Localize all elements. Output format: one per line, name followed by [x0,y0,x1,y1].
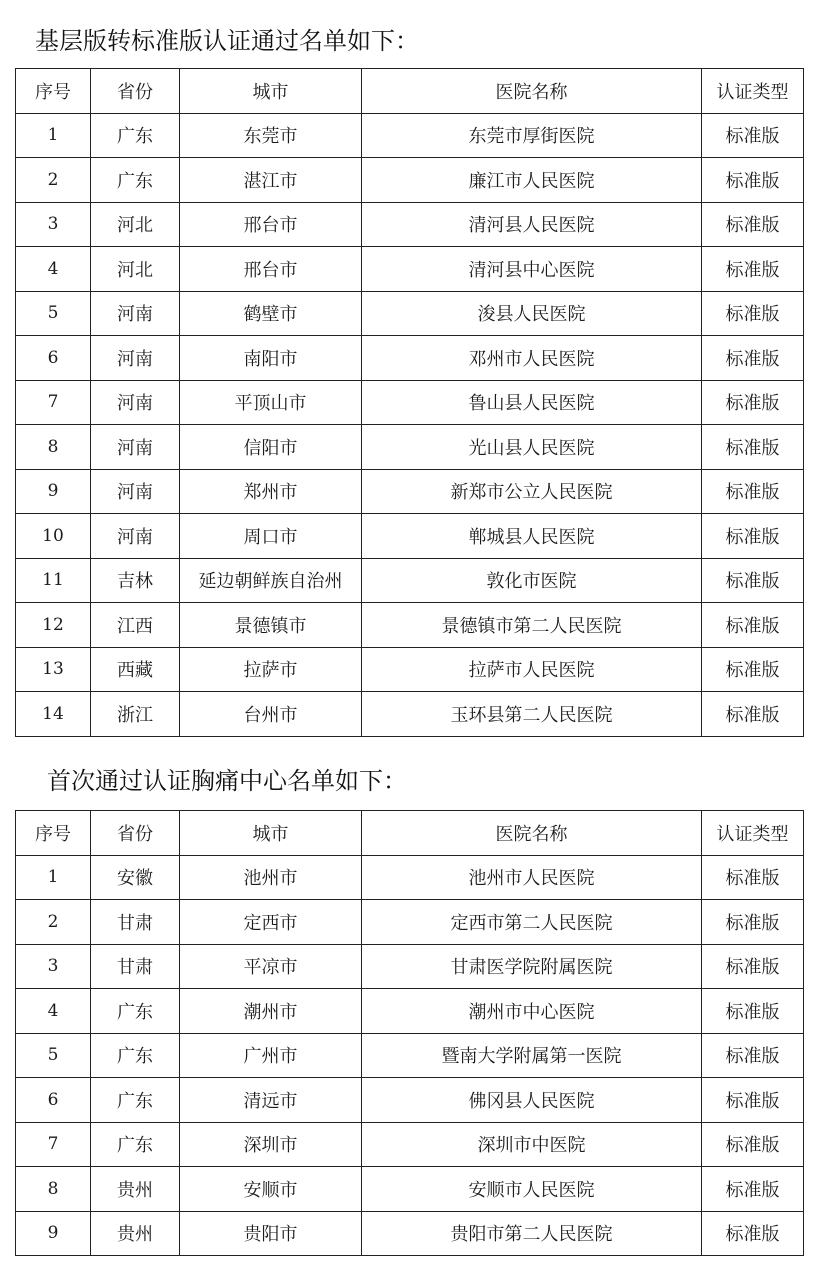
cell-index: 4 [16,989,91,1034]
table-row [16,1122,804,1167]
cell-hospital: 廉江市人民医院 [362,158,702,203]
cell-type: 标准版 [702,158,804,203]
table-row [16,1167,804,1212]
cell-index: 13 [16,647,91,692]
cell-hospital: 玉环县第二人民医院 [362,692,702,737]
cell-index: 2 [16,158,91,203]
cell-hospital: 定西市第二人民医院 [362,900,702,945]
cell-hospital: 新郑市公立人民医院 [362,469,702,514]
cell-city: 邢台市 [180,247,362,292]
cell-type: 标准版 [702,425,804,470]
table-row [16,1211,804,1256]
header-province: 省份 [91,811,180,856]
cell-hospital: 池州市人民医院 [362,855,702,900]
section-2-title: 首次通过认证胸痛中心名单如下： [47,767,407,795]
table-row [16,1078,804,1123]
cell-index: 14 [16,692,91,737]
cell-hospital: 清河县人民医院 [362,202,702,247]
cell-index: 12 [16,603,91,648]
cell-city: 深圳市 [180,1122,362,1167]
cell-city: 平凉市 [180,944,362,989]
header-index: 序号 [16,69,91,114]
cell-type: 标准版 [702,1078,804,1123]
cell-hospital: 敦化市医院 [362,558,702,603]
cell-hospital: 甘肃医学院附属医院 [362,944,702,989]
cell-city: 鹤壁市 [180,291,362,336]
cell-type: 标准版 [702,380,804,425]
cell-province: 广东 [91,158,180,203]
cell-type: 标准版 [702,1167,804,1212]
cell-type: 标准版 [702,855,804,900]
table-row [16,603,804,648]
cell-index: 8 [16,1167,91,1212]
table-row [16,944,804,989]
cell-province: 广东 [91,989,180,1034]
cell-province: 河南 [91,469,180,514]
cell-city: 台州市 [180,692,362,737]
cell-type: 标准版 [702,247,804,292]
table-row [16,113,804,158]
cell-city: 定西市 [180,900,362,945]
cell-type: 标准版 [702,944,804,989]
table-row [16,514,804,559]
cell-city: 延边朝鲜族自治州 [180,558,362,603]
cell-province: 河南 [91,425,180,470]
cell-index: 1 [16,113,91,158]
cell-type: 标准版 [702,692,804,737]
cell-province: 贵州 [91,1211,180,1256]
cell-type: 标准版 [702,1122,804,1167]
cell-city: 东莞市 [180,113,362,158]
cell-index: 3 [16,944,91,989]
cell-hospital: 浚县人民医院 [362,291,702,336]
cell-index: 5 [16,1033,91,1078]
table-row [16,692,804,737]
cell-type: 标准版 [702,113,804,158]
table-row [16,425,804,470]
table-row [16,900,804,945]
cell-type: 标准版 [702,900,804,945]
upgraded-certification-table [15,68,804,737]
cell-province: 甘肃 [91,900,180,945]
cell-hospital: 景德镇市第二人民医院 [362,603,702,648]
table-row [16,291,804,336]
first-certification-table [15,810,804,1256]
cell-province: 甘肃 [91,944,180,989]
cell-index: 6 [16,1078,91,1123]
cell-hospital: 东莞市厚街医院 [362,113,702,158]
cell-type: 标准版 [702,558,804,603]
cell-hospital: 深圳市中医院 [362,1122,702,1167]
cell-city: 景德镇市 [180,603,362,648]
cell-index: 7 [16,380,91,425]
cell-province: 吉林 [91,558,180,603]
cell-city: 广州市 [180,1033,362,1078]
cell-hospital: 安顺市人民医院 [362,1167,702,1212]
header-type: 认证类型 [702,811,804,856]
cell-index: 4 [16,247,91,292]
table-row [16,158,804,203]
cell-province: 广东 [91,1033,180,1078]
table-row [16,647,804,692]
cell-hospital: 拉萨市人民医院 [362,647,702,692]
cell-city: 拉萨市 [180,647,362,692]
cell-index: 8 [16,425,91,470]
header-hospital: 医院名称 [362,811,702,856]
cell-city: 安顺市 [180,1167,362,1212]
cell-city: 信阳市 [180,425,362,470]
table-row [16,380,804,425]
cell-type: 标准版 [702,603,804,648]
cell-province: 河南 [91,514,180,559]
cell-hospital: 暨南大学附属第一医院 [362,1033,702,1078]
cell-index: 7 [16,1122,91,1167]
cell-index: 5 [16,291,91,336]
table-row [16,247,804,292]
cell-province: 广东 [91,1078,180,1123]
header-type: 认证类型 [702,69,804,114]
header-province: 省份 [91,69,180,114]
cell-city: 池州市 [180,855,362,900]
cell-province: 西藏 [91,647,180,692]
cell-type: 标准版 [702,469,804,514]
cell-index: 10 [16,514,91,559]
header-city: 城市 [180,69,362,114]
cell-city: 邢台市 [180,202,362,247]
cell-province: 河南 [91,380,180,425]
cell-hospital: 佛冈县人民医院 [362,1078,702,1123]
cell-province: 河南 [91,336,180,381]
cell-hospital: 鲁山县人民医院 [362,380,702,425]
cell-index: 3 [16,202,91,247]
cell-type: 标准版 [702,1033,804,1078]
cell-city: 平顶山市 [180,380,362,425]
table-header-row [16,811,804,856]
cell-type: 标准版 [702,989,804,1034]
table-body [16,113,804,736]
cell-type: 标准版 [702,647,804,692]
table-row [16,469,804,514]
table-row [16,989,804,1034]
table-row [16,202,804,247]
cell-city: 湛江市 [180,158,362,203]
cell-province: 广东 [91,1122,180,1167]
table-row [16,336,804,381]
cell-hospital: 郸城县人民医院 [362,514,702,559]
header-city: 城市 [180,811,362,856]
cell-city: 郑州市 [180,469,362,514]
cell-type: 标准版 [702,514,804,559]
cell-province: 河南 [91,291,180,336]
cell-city: 潮州市 [180,989,362,1034]
cell-province: 浙江 [91,692,180,737]
cell-hospital: 潮州市中心医院 [362,989,702,1034]
cell-city: 周口市 [180,514,362,559]
cell-city: 清远市 [180,1078,362,1123]
cell-index: 6 [16,336,91,381]
cell-province: 江西 [91,603,180,648]
cell-type: 标准版 [702,291,804,336]
cell-province: 安徽 [91,855,180,900]
table-row [16,558,804,603]
cell-hospital: 贵阳市第二人民医院 [362,1211,702,1256]
section-1-title: 基层版转标准版认证通过名单如下： [35,27,419,55]
table-header-row [16,69,804,114]
cell-city: 贵阳市 [180,1211,362,1256]
cell-type: 标准版 [702,336,804,381]
cell-index: 2 [16,900,91,945]
cell-province: 贵州 [91,1167,180,1212]
cell-type: 标准版 [702,1211,804,1256]
cell-hospital: 光山县人民医院 [362,425,702,470]
table-body [16,855,804,1256]
table-row [16,855,804,900]
cell-index: 11 [16,558,91,603]
cell-index: 9 [16,1211,91,1256]
header-hospital: 医院名称 [362,69,702,114]
cell-city: 南阳市 [180,336,362,381]
table-row [16,1033,804,1078]
cell-hospital: 清河县中心医院 [362,247,702,292]
header-index: 序号 [16,811,91,856]
cell-index: 9 [16,469,91,514]
cell-index: 1 [16,855,91,900]
cell-province: 河北 [91,247,180,292]
cell-hospital: 邓州市人民医院 [362,336,702,381]
cell-province: 河北 [91,202,180,247]
cell-type: 标准版 [702,202,804,247]
cell-province: 广东 [91,113,180,158]
